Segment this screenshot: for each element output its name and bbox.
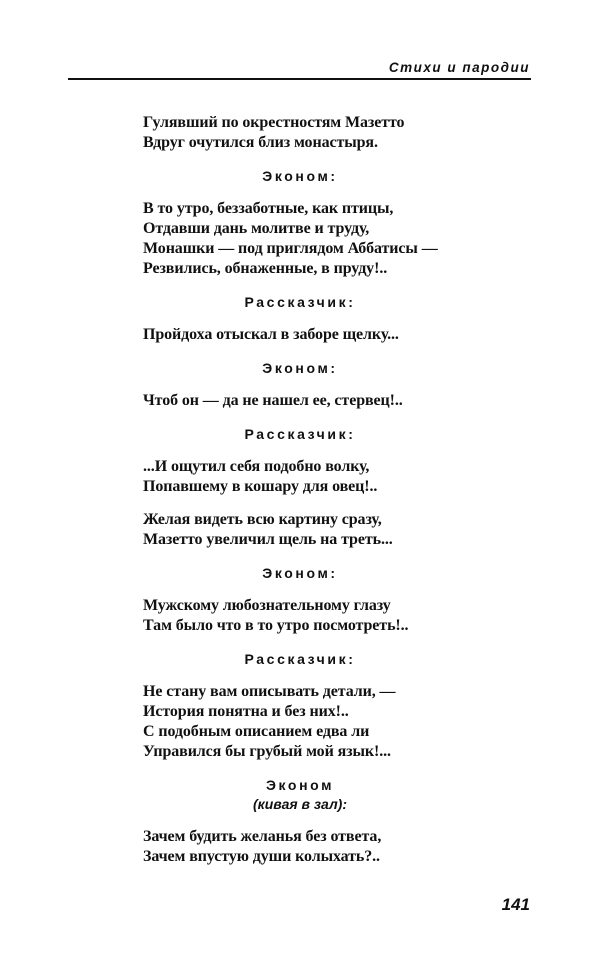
verse-line: Желая видеть всю картину сразу, bbox=[143, 511, 382, 528]
stanza bbox=[143, 457, 543, 497]
stanza bbox=[143, 113, 543, 153]
verse-line: В то утро, беззаботные, как птицы, bbox=[143, 200, 394, 217]
verse-line: Управился бы грубый мой язык!... bbox=[143, 743, 391, 760]
verse-line: Там было что в то утро посмотреть!.. bbox=[143, 617, 409, 634]
running-header-title: Стихи и пародии bbox=[388, 60, 530, 75]
stage-direction: (кивая в зал): bbox=[253, 796, 347, 812]
verse-line: История понятна и без них!.. bbox=[143, 703, 349, 720]
verse-line: Мазетто увеличил щель на треть... bbox=[143, 531, 393, 548]
verse-line: Вдруг очутился близ монастыря. bbox=[143, 134, 378, 151]
stanza bbox=[143, 596, 543, 636]
verse-line: ...И ощутил себя подобно волку, bbox=[143, 458, 370, 475]
verse-line: Попавшему в кошару для овец!.. bbox=[143, 478, 378, 495]
stanza bbox=[143, 827, 543, 867]
verse-line: Зачем будить желанья без ответа, bbox=[143, 828, 382, 845]
verse-line: Чтоб он — да не нашел ее, стервец!.. bbox=[143, 392, 403, 409]
poem-text bbox=[143, 113, 543, 880]
stanza bbox=[143, 199, 543, 279]
header-rule bbox=[68, 78, 531, 80]
verse-line: Не стану вам описывать детали, — bbox=[143, 683, 396, 700]
verse-line: Пройдоха отыскал в заборе щелку... bbox=[143, 326, 399, 343]
speaker-name: Рассказчик: bbox=[244, 294, 356, 310]
verse-line: Гулявший по окрестностям Мазетто bbox=[143, 114, 405, 131]
verse-line: Отдавши дань молитве и труду, bbox=[143, 220, 370, 237]
stanza bbox=[143, 391, 543, 411]
speaker-name: Эконом bbox=[265, 777, 335, 793]
verse-line: С подобным описанием едва ли bbox=[143, 723, 370, 740]
speaker-name: Эконом: bbox=[262, 168, 338, 184]
verse-line: Зачем впустую души колыхать?.. bbox=[143, 848, 380, 865]
speaker-name: Рассказчик: bbox=[244, 426, 356, 442]
verse-line: Мужскому любознательному глазу bbox=[143, 597, 391, 614]
speaker-name: Эконом: bbox=[262, 360, 338, 376]
page-number: 141 bbox=[501, 895, 530, 914]
stanza bbox=[143, 510, 543, 550]
speaker-name: Рассказчик: bbox=[244, 651, 356, 667]
verse-line: Монашки — под приглядом Аббатисы — bbox=[143, 240, 438, 257]
speaker-name: Эконом: bbox=[262, 565, 338, 581]
stanza bbox=[143, 325, 543, 345]
stanza bbox=[143, 682, 543, 762]
verse-line: Резвились, обнаженные, в пруду!.. bbox=[143, 260, 388, 277]
